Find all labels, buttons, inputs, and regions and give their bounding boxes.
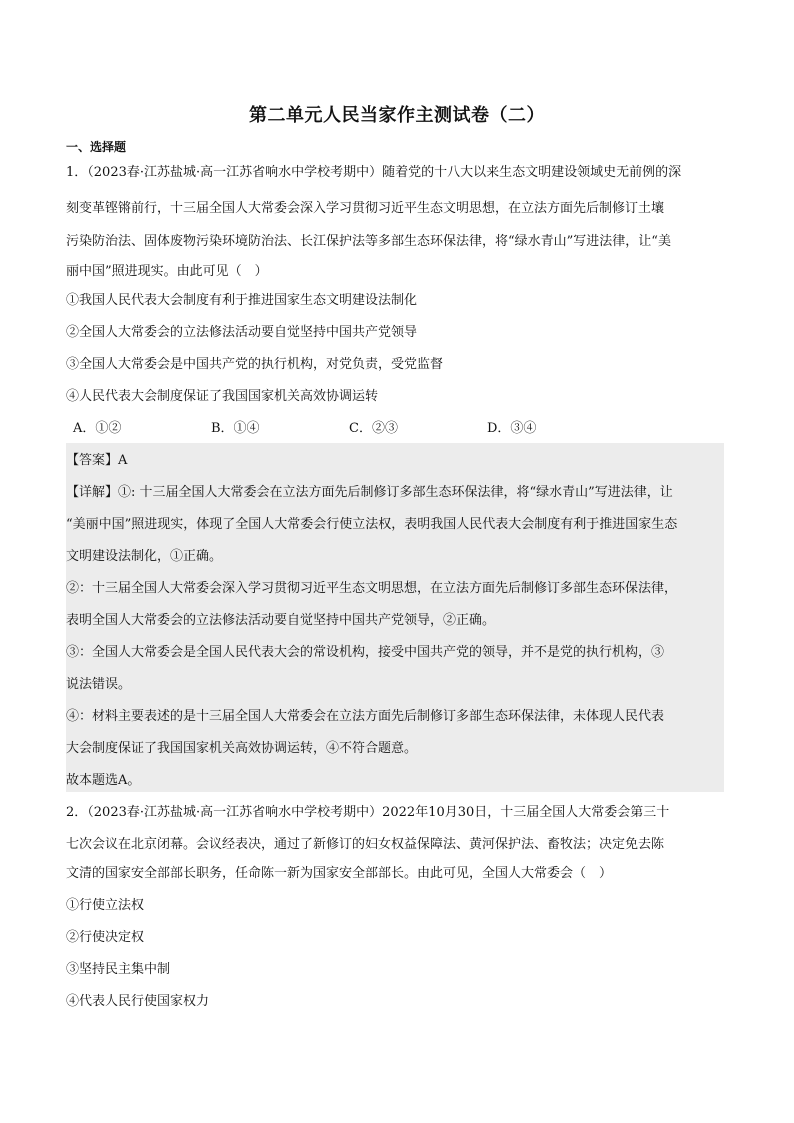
q1-detail-line: 文明建设法制化，①正确。: [66, 549, 223, 564]
q1-answer: 【答案】A: [66, 453, 128, 468]
q1-option-d: D．③④: [487, 421, 537, 436]
q1-detail-line: 表明全国人大常委会的立法修法活动要自觉坚持中国共产党领导，②正确。: [66, 613, 496, 628]
q2-statement: ①行使立法权: [66, 898, 145, 913]
q1-detail-line: ③：全国人大常委会是全国人民代表大会的常设机构，接受中国共产党的领导，并不是党的执行机构，③: [66, 645, 665, 660]
page-title: 第二单元人民当家作主测试卷（二）: [249, 105, 545, 126]
q2-stem-line: 2．（2023春·江苏盐城·高一江苏省响水中学校考期中）2022年10月30日，十三届全国人大常委会第三十: [66, 805, 670, 820]
q2-statement: ④代表人民行使国家权力: [66, 994, 210, 1009]
q1-detail-line: 大会制度保证了我国国家机关高效协调运转，④不符合题意。: [66, 741, 418, 756]
q2-statement: ②行使决定权: [66, 930, 145, 945]
q1-detail-line: 说法错误。: [66, 677, 132, 692]
q1-detail-line: ④：材料主要表述的是十三届全国人大常委会在立法方面先后制修订多部生态环保法律，未体现人民代表: [66, 709, 665, 724]
section-heading: 一、选择题: [66, 140, 127, 154]
q1-statement: ③全国人大常委会是中国共产党的执行机构，对党负责，受党监督: [66, 357, 444, 372]
q1-statement: ②全国人大常委会的立法修法活动要自觉坚持中国共产党领导: [66, 325, 418, 340]
q2-stem-line: 七次会议在北京闭幕。会议经表决，通过了新修订的妇女权益保障法、黄河保护法、畜牧法；决定免去陈: [66, 837, 665, 852]
q2-statement: ③坚持民主集中制: [66, 962, 171, 977]
q1-stem-line: 丽中国”照进现实。由此可见（ ）: [66, 264, 268, 279]
q1-option-a: A．①②: [73, 421, 122, 436]
q1-stem-line: 1．（2023春·江苏盐城·高一江苏省响水中学校考期中）随着党的十八大以来生态文明建设领域史无前例的深: [66, 165, 682, 180]
q1-option-b: B．①④: [211, 421, 260, 436]
q1-detail-line: “美丽中国”照进现实，体现了全国人大常委会行使立法权，表明我国人民代表大会制度有利于推进国家生态: [66, 517, 678, 532]
q1-option-c: C．②③: [349, 421, 398, 436]
q1-statement: ①我国人民代表大会制度有利于推进国家生态文明建设法制化: [66, 293, 418, 308]
q1-detail-line: ②：十三届全国人大常委会深入学习贯彻习近平生态文明思想，在立法方面先后制修订多部生态环保法律，: [66, 581, 678, 596]
q1-stem-line: 污染防治法、固体废物污染环境防治法、长江保护法等多部生态环保法律，将“绿水青山”写进法律，让“美: [66, 234, 671, 249]
q1-statement: ④人民代表大会制度保证了我国国家机关高效协调运转: [66, 389, 379, 404]
q1-stem-line: 刻变革铿锵前行，十三届全国人大常委会深入学习贯彻习近平生态文明思想，在立法方面先后制修订土壤: [66, 201, 665, 216]
q1-detail-line: 故本题选A。: [66, 773, 141, 788]
q2-stem-line: 文清的国家安全部部长职务，任命陈一新为国家安全部部长。由此可见，全国人大常委会（ ）: [66, 866, 613, 881]
q1-detail-line: 【详解】①: 十三届全国人大常委会在立法方面先后制修订多部生态环保法律，将“绿水青山”写进法律，让: [66, 485, 673, 500]
